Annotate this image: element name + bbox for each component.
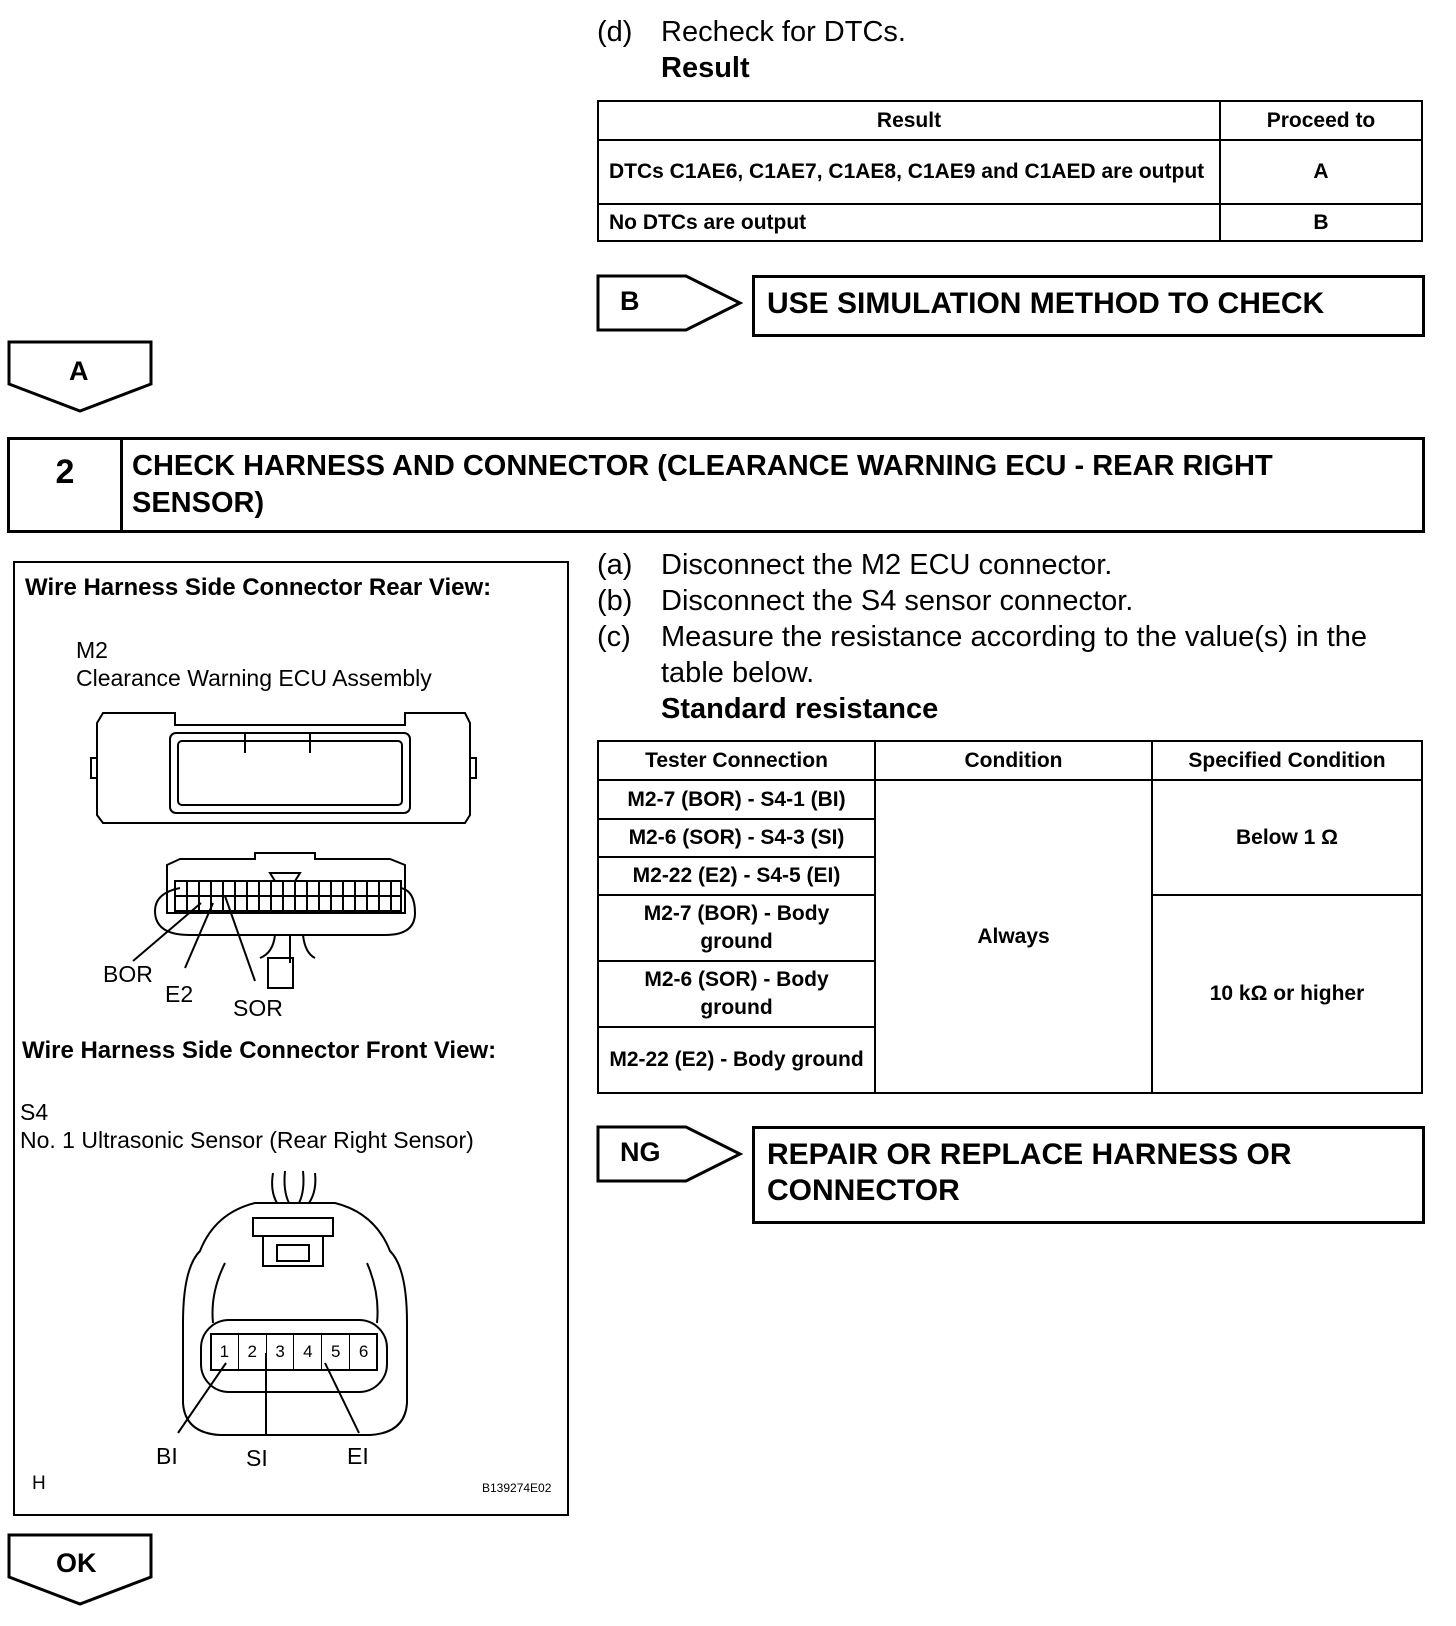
ng-arrow-icon <box>596 1125 744 1183</box>
pin-label-bi: BI <box>156 1443 178 1469</box>
specified-condition-header: Specified Condition <box>1152 741 1422 780</box>
section-title: CHECK HARNESS AND CONNECTOR (CLEARANCE WARNING ECU - REAR RIGHT SENSOR) <box>132 450 1273 519</box>
m2-connector-body <box>167 853 405 913</box>
s4-pin: 4 <box>294 1334 322 1370</box>
s4-pin-row <box>211 1334 377 1370</box>
tester-connection-cell: M2-6 (SOR) - Body ground <box>598 961 875 1027</box>
rear-view-title: Wire Harness Side Connector Rear View: <box>25 574 492 601</box>
corner-letter: H <box>32 1473 46 1494</box>
standard-resistance-heading: Standard resistance <box>661 693 939 725</box>
s4-pin: 1 <box>211 1334 239 1370</box>
b-arrow-icon <box>596 274 744 332</box>
condition-cell: Always <box>875 780 1152 1093</box>
result-cell: No DTCs are output <box>598 204 1220 241</box>
jump-ng-box: REPAIR OR REPLACE HARNESS OR CONNECTOR <box>752 1126 1425 1224</box>
table-row <box>598 140 1422 204</box>
tester-connection-cell: M2-22 (E2) - Body ground <box>598 1027 875 1093</box>
step-d-text: Recheck for DTCs. <box>661 16 906 48</box>
proceed-cell: B <box>1220 204 1422 241</box>
section-2-header <box>7 437 1425 533</box>
tester-connection-header: Tester Connection <box>598 741 875 780</box>
result-heading: Result <box>661 52 750 84</box>
s4-pin: 5 <box>322 1334 350 1370</box>
tester-connection-cell: M2-22 (E2) - S4-5 (EI) <box>598 857 875 895</box>
proceed-col-header: Proceed to <box>1220 101 1422 140</box>
figure-id: B139274E02 <box>482 1481 552 1495</box>
table-row <box>598 780 1422 819</box>
spec-cell-low: Below 1 Ω <box>1152 780 1422 895</box>
pin-label-sor: SOR <box>233 995 283 1021</box>
step-a <box>597 547 1417 583</box>
s4-pin: 6 <box>358 1342 369 1361</box>
step-d <box>597 14 1397 50</box>
resistance-table <box>597 740 1423 1094</box>
s4-pin: 2 <box>239 1334 267 1370</box>
step-c <box>597 619 1427 691</box>
step-label: (b) <box>597 585 633 617</box>
condition-header: Condition <box>875 741 1152 780</box>
jump-b-label: B <box>620 286 640 316</box>
pin-label-si: SI <box>246 1445 268 1471</box>
step-text: Disconnect the M2 ECU connector. <box>661 549 1113 581</box>
pin-label-e2: E2 <box>165 981 194 1007</box>
table-row <box>598 204 1422 241</box>
step-text: Measure the resistance according to the value(s) in the table below. <box>661 621 1368 689</box>
result-cell: DTCs C1AE6, C1AE7, C1AE8, C1AE9 and C1AED are output <box>598 140 1220 204</box>
result-table <box>597 100 1423 242</box>
s4-code: S4 <box>20 1099 49 1125</box>
connector-diagram <box>13 561 569 1516</box>
pin-label-bor: BOR <box>103 961 153 987</box>
jump-b-box: USE SIMULATION METHOD TO CHECK <box>752 275 1425 337</box>
arrow-ok-label: OK <box>56 1548 97 1578</box>
m2-code: M2 <box>76 637 108 663</box>
jump-ng-label: NG <box>620 1137 661 1167</box>
s4-name: No. 1 Ultrasonic Sensor (Rear Right Sensor) <box>20 1127 474 1153</box>
pin-label-ei: EI <box>347 1443 369 1469</box>
tester-connection-cell: M2-6 (SOR) - S4-3 (SI) <box>598 819 875 857</box>
section-number: 2 <box>10 440 123 530</box>
result-col-header: Result <box>598 101 1220 140</box>
spec-cell-high: 10 kΩ or higher <box>1152 895 1422 1093</box>
ecu-body-outline <box>97 713 470 823</box>
s4-pin: 3 <box>267 1334 295 1370</box>
step-b <box>597 583 1417 619</box>
step-text: Disconnect the S4 sensor connector. <box>661 585 1134 617</box>
front-view-title: Wire Harness Side Connector Front View: <box>22 1037 497 1064</box>
step-d-label: (d) <box>597 16 633 48</box>
tester-connection-cell: M2-7 (BOR) - S4-1 (BI) <box>598 780 875 819</box>
step-label: (c) <box>597 621 631 653</box>
tester-connection-cell: M2-7 (BOR) - Body ground <box>598 895 875 961</box>
step-label: (a) <box>597 549 633 581</box>
m2-name: Clearance Warning ECU Assembly <box>76 665 432 691</box>
arrow-a-label: A <box>69 356 89 386</box>
proceed-cell: A <box>1220 140 1422 204</box>
